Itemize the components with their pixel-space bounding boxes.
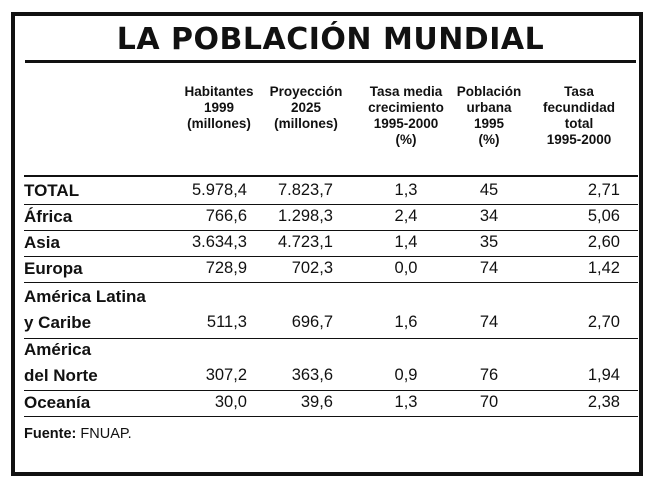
column-header-line: 1995-2000 bbox=[546, 132, 612, 147]
column-header-line: total bbox=[564, 116, 594, 131]
row-label: África bbox=[24, 207, 73, 226]
row-label: Europa bbox=[24, 259, 83, 278]
header-divider bbox=[24, 175, 638, 177]
column-header bbox=[263, 84, 349, 132]
table-cell: 74 bbox=[479, 313, 499, 331]
row-label: TOTAL bbox=[24, 181, 80, 200]
column-header-line: urbana bbox=[466, 100, 512, 115]
column-header-line: Población bbox=[456, 84, 522, 99]
table-cell: 2,38 bbox=[587, 393, 620, 411]
table-cell: 511,3 bbox=[206, 313, 247, 331]
column-header-line: (%) bbox=[478, 132, 500, 147]
title-divider bbox=[25, 60, 636, 63]
row-label: Oceanía bbox=[24, 393, 91, 412]
row-label: y Caribe bbox=[24, 313, 92, 332]
table-cell: 2,71 bbox=[587, 181, 620, 199]
source-note bbox=[24, 426, 132, 442]
row-label: América bbox=[24, 340, 92, 359]
column-header-line: 2025 bbox=[290, 100, 322, 115]
table-cell: 3.634,3 bbox=[191, 233, 247, 251]
column-header-line: 1995-2000 bbox=[373, 116, 439, 131]
row-divider bbox=[24, 230, 638, 231]
table-cell: 766,6 bbox=[205, 207, 247, 225]
column-header bbox=[454, 84, 524, 148]
table-cell: 1,6 bbox=[394, 313, 418, 331]
table-cell: 7.823,7 bbox=[277, 181, 333, 199]
column-header-line: 1995 bbox=[473, 116, 505, 131]
column-header-line: Tasa media bbox=[369, 84, 443, 99]
table-cell: 702,3 bbox=[291, 259, 333, 277]
table-cell: 74 bbox=[479, 259, 499, 277]
row-divider bbox=[24, 256, 638, 257]
table-cell: 5,06 bbox=[587, 207, 620, 225]
table-cell: 728,9 bbox=[205, 259, 247, 277]
row-divider bbox=[24, 204, 638, 205]
column-header-line: Tasa bbox=[564, 84, 594, 99]
source-text: FNUAP. bbox=[80, 426, 132, 442]
table-cell: 1,3 bbox=[394, 393, 418, 411]
column-header-line: Proyección bbox=[269, 84, 343, 99]
table-cell: 4.723,1 bbox=[277, 233, 333, 251]
table-cell: 696,7 bbox=[291, 313, 333, 331]
column-header-line: (millones) bbox=[274, 116, 338, 131]
source-label: Fuente: bbox=[24, 426, 77, 442]
row-divider bbox=[24, 416, 638, 417]
column-header-line: 1999 bbox=[203, 100, 235, 115]
page-title: LA POBLACIÓN MUNDIAL bbox=[116, 22, 545, 57]
column-header-line: (millones) bbox=[187, 116, 251, 131]
row-divider bbox=[24, 338, 638, 339]
table-cell: 70 bbox=[479, 393, 499, 411]
table-cell: 1.298,3 bbox=[277, 207, 333, 225]
table-cell: 45 bbox=[479, 181, 499, 199]
table-cell: 363,6 bbox=[291, 366, 333, 384]
table-cell: 35 bbox=[479, 233, 499, 251]
column-header bbox=[534, 84, 624, 148]
table-cell: 0,9 bbox=[394, 366, 418, 384]
row-divider bbox=[24, 282, 638, 283]
table-cell: 307,2 bbox=[205, 366, 247, 384]
column-header-line: Habitantes bbox=[184, 84, 254, 99]
column-header bbox=[176, 84, 262, 132]
table-cell: 39,6 bbox=[300, 393, 333, 411]
table-cell: 0,0 bbox=[394, 259, 418, 277]
row-label: América Latina bbox=[24, 287, 146, 306]
table-cell: 1,94 bbox=[587, 366, 620, 384]
row-label: Asia bbox=[24, 233, 60, 252]
column-header-line: crecimiento bbox=[368, 100, 444, 115]
table-cell: 34 bbox=[479, 207, 499, 225]
table-cell: 76 bbox=[479, 366, 499, 384]
table-cell: 5.978,4 bbox=[191, 181, 247, 199]
table-cell: 2,60 bbox=[587, 233, 620, 251]
row-label: del Norte bbox=[24, 366, 98, 385]
table-cell: 2,4 bbox=[394, 207, 418, 225]
table-cell: 2,70 bbox=[587, 313, 620, 331]
table-cell: 1,42 bbox=[587, 259, 620, 277]
column-header bbox=[358, 84, 454, 148]
table-cell: 1,4 bbox=[394, 233, 418, 251]
row-divider bbox=[24, 390, 638, 391]
column-header-line: (%) bbox=[395, 132, 417, 147]
table-cell: 30,0 bbox=[214, 393, 247, 411]
table-cell: 1,3 bbox=[394, 181, 418, 199]
column-header-line: fecundidad bbox=[542, 100, 615, 115]
